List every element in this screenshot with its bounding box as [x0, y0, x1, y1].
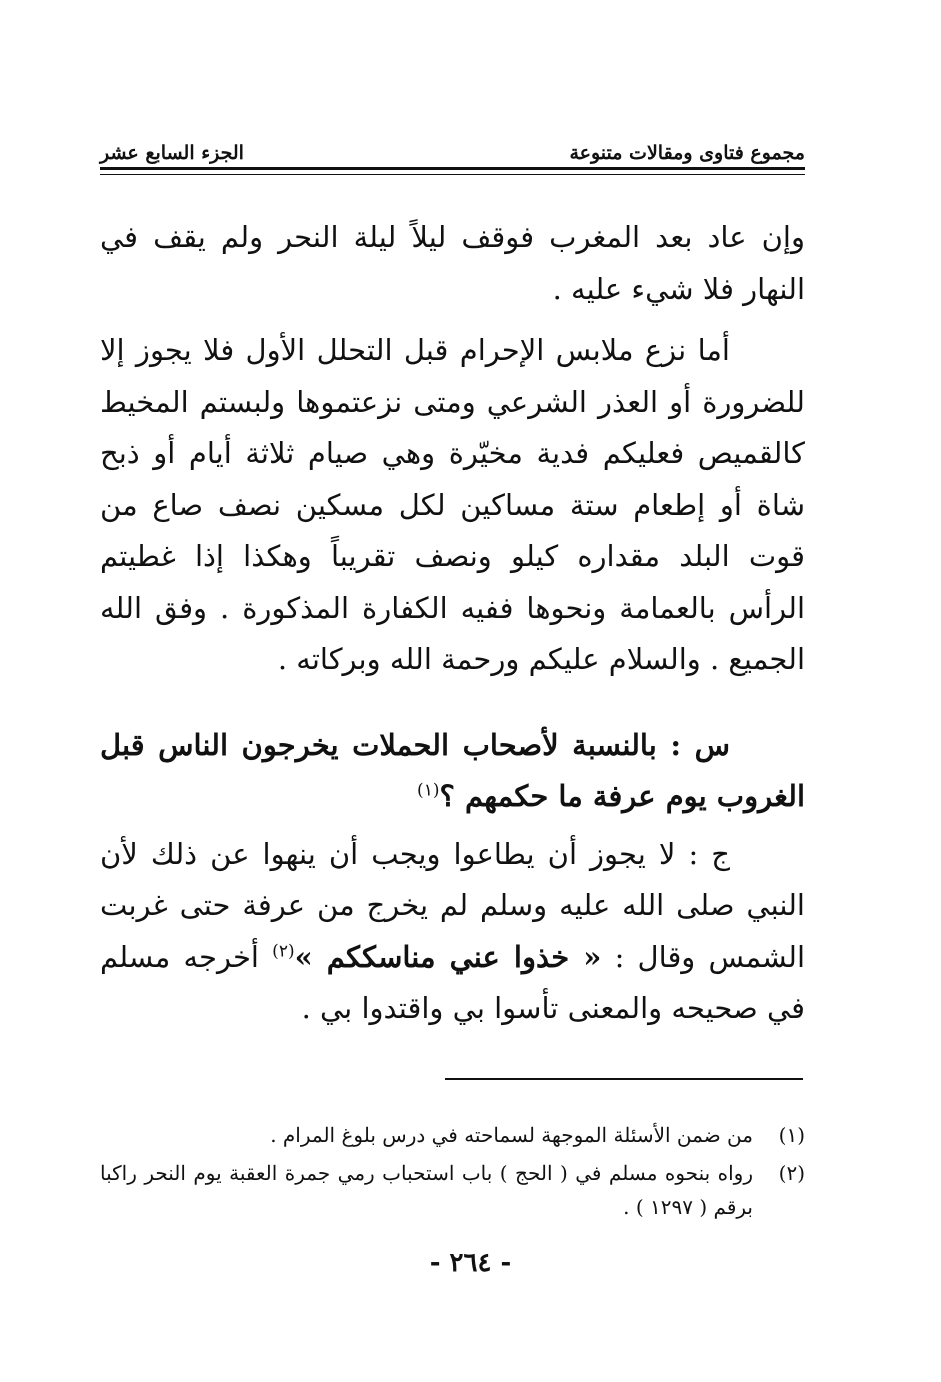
question-paragraph [100, 720, 805, 823]
answer-paragraph [100, 829, 805, 1035]
footnote-ref: (٢) [272, 940, 295, 961]
answer-text: ج : لا يجوز أن يطاعوا ويجب أن ينهوا عن ذلك لأن النبي صلى الله عليه وسلم لم يخرج من عرفة حتى غربت الشمس وقال : [100, 836, 806, 974]
footnote-ref: (١) [417, 780, 440, 801]
question-text: س : بالنسبة لأصحاب الحملات يخرجون الناس قبل الغروب يوم عرفة ما حكمهم ؟ [100, 727, 805, 813]
footnote-separator [445, 1078, 803, 1080]
footnote [100, 1156, 805, 1224]
header-rule-thin [100, 174, 805, 175]
paragraph: أما نزع ملابس الإحرام قبل التحلل الأول فلا يجوز إلا للضرورة أو العذر الشرعي ومتى نزعتموها ولبستم المخيط كالقميص فعليكم فدية مخيّرة وهي صيام ثلاثة أيام أو ذبح شاة أو إطعام ستة مساكين لكل مسكين نصف صاع من قوت البلد مقداره كيلو ونصف تقريباً وهكذا إذا غطيتم الرأس بالعمامة ونحوها ففيه الكفارة المذكورة . وفق الله الجميع . والسلام عليكم ورحمة الله وبركاته . [100, 333, 805, 676]
page-number: - ٢٦٤ - [429, 1248, 512, 1278]
footnote-text: رواه بنحوه مسلم في ( الحج ) باب استحباب رمي جمرة العقبة يوم النحر راكبا برقم ( ١٢٩٧ ) . [100, 1161, 753, 1219]
answer-text: أخرجه مسلم في صحيحه والمعنى تأسوا بي واقتدوا بي . [100, 939, 805, 1025]
paragraph: وإن عاد بعد المغرب فوقف ليلاً ليلة النحر ولم يقف في النهار فلا شيء عليه . [100, 220, 805, 306]
footnote [100, 1118, 805, 1152]
footnote-number: (٢) [778, 1161, 805, 1185]
main-text [100, 212, 805, 1035]
volume-label: الجزء السابع عشر [100, 142, 244, 164]
header-rule-thick [100, 167, 805, 170]
hadith-quote: « خذوا عني مناسككم » [294, 939, 602, 974]
footnotes [100, 1118, 805, 1224]
footnote-text: من ضمن الأسئلة الموجهة لسماحته في درس بلوغ المرام . [270, 1123, 753, 1147]
footnote-number: (١) [778, 1123, 805, 1147]
book-title: مجموع فتاوى ومقالات متنوعة [569, 142, 805, 164]
running-header [100, 128, 805, 164]
